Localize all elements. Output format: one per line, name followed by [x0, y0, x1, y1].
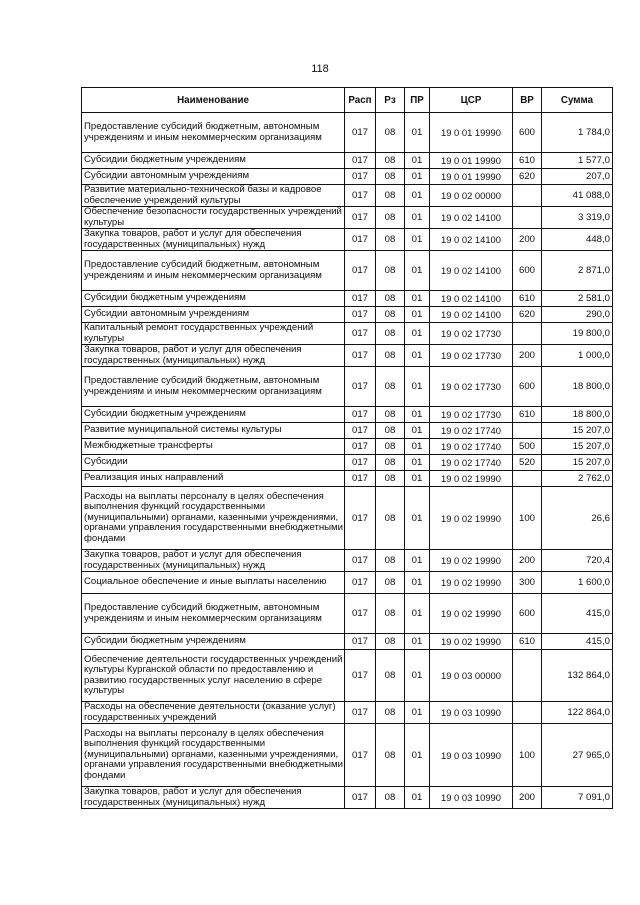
cell-sum: 15 207,0: [542, 439, 613, 455]
cell-vr: [513, 650, 542, 702]
cell-rasp: 017: [345, 169, 376, 185]
cell-name: Субсидии: [82, 455, 345, 471]
cell-rz: 08: [376, 439, 405, 455]
cell-rasp: 017: [345, 594, 376, 634]
table-row: [82, 594, 613, 634]
cell-name: Субсидии бюджетным учреждениям: [82, 153, 345, 169]
cell-sum: 15 207,0: [542, 455, 613, 471]
cell-rasp: 017: [345, 471, 376, 487]
cell-sum: 448,0: [542, 229, 613, 251]
cell-vr: 600: [513, 594, 542, 634]
cell-rz: 08: [376, 594, 405, 634]
cell-sum: 18 800,0: [542, 407, 613, 423]
cell-pr: 01: [405, 169, 430, 185]
cell-name: Предоставление субсидий бюджетным, автономным учреждениям и иным некоммерческим организациям: [82, 113, 345, 153]
table-row: [82, 550, 613, 572]
cell-pr: 01: [405, 634, 430, 650]
cell-csr: 19 0 02 19990: [430, 471, 513, 487]
cell-rz: 08: [376, 307, 405, 323]
cell-sum: 415,0: [542, 594, 613, 634]
cell-sum: 7 091,0: [542, 787, 613, 809]
page-number: 118: [311, 63, 329, 75]
cell-rz: 08: [376, 572, 405, 594]
cell-vr: 500: [513, 439, 542, 455]
cell-rasp: 017: [345, 550, 376, 572]
cell-pr: 01: [405, 787, 430, 809]
cell-rasp: 017: [345, 455, 376, 471]
table-row: [82, 251, 613, 291]
cell-vr: [513, 323, 542, 345]
cell-csr: 19 0 02 14100: [430, 307, 513, 323]
cell-rasp: 017: [345, 407, 376, 423]
table-row: [82, 471, 613, 487]
cell-sum: 720,4: [542, 550, 613, 572]
cell-sum: 207,0: [542, 169, 613, 185]
cell-name: Развитие муниципальной системы культуры: [82, 423, 345, 439]
table-row: [82, 423, 613, 439]
header-rz: Рз: [376, 88, 405, 113]
cell-vr: 200: [513, 229, 542, 251]
cell-pr: 01: [405, 345, 430, 367]
table-row: [82, 724, 613, 787]
cell-csr: 19 0 01 19990: [430, 113, 513, 153]
cell-name: Реализация иных направлений: [82, 471, 345, 487]
cell-sum: 415,0: [542, 634, 613, 650]
table-row: [82, 307, 613, 323]
cell-pr: 01: [405, 594, 430, 634]
cell-rasp: 017: [345, 572, 376, 594]
cell-name: Закупка товаров, работ и услуг для обеспечения государственных (муниципальных) нужд: [82, 345, 345, 367]
cell-rz: 08: [376, 724, 405, 787]
cell-csr: 19 0 01 19990: [430, 169, 513, 185]
cell-rz: 08: [376, 550, 405, 572]
cell-name: Обеспечение деятельности государственных учреждений культуры Курганской области по предоставлению и развитию государственных услуг населению в сфере культуры: [82, 650, 345, 702]
cell-sum: 1 577,0: [542, 153, 613, 169]
cell-sum: 290,0: [542, 307, 613, 323]
cell-vr: 600: [513, 367, 542, 407]
cell-csr: 19 0 03 10990: [430, 702, 513, 724]
cell-pr: 01: [405, 724, 430, 787]
cell-csr: 19 0 02 14100: [430, 207, 513, 229]
cell-vr: 600: [513, 113, 542, 153]
cell-rz: 08: [376, 185, 405, 207]
cell-sum: 26,6: [542, 487, 613, 550]
cell-rasp: 017: [345, 229, 376, 251]
cell-rz: 08: [376, 455, 405, 471]
cell-name: Субсидии бюджетным учреждениям: [82, 407, 345, 423]
cell-rz: 08: [376, 153, 405, 169]
cell-csr: 19 0 02 19990: [430, 550, 513, 572]
cell-vr: 610: [513, 634, 542, 650]
cell-pr: 01: [405, 229, 430, 251]
table-row: [82, 169, 613, 185]
cell-pr: 01: [405, 207, 430, 229]
cell-vr: [513, 471, 542, 487]
cell-csr: 19 0 02 17730: [430, 345, 513, 367]
cell-csr: 19 0 02 17740: [430, 439, 513, 455]
header-name: Наименование: [82, 88, 345, 113]
cell-rasp: 017: [345, 650, 376, 702]
cell-pr: 01: [405, 550, 430, 572]
cell-rasp: 017: [345, 634, 376, 650]
cell-name: Субсидии автономным учреждениям: [82, 307, 345, 323]
table-row: [82, 323, 613, 345]
cell-rz: 08: [376, 471, 405, 487]
cell-sum: 122 864,0: [542, 702, 613, 724]
cell-rz: 08: [376, 323, 405, 345]
cell-vr: 200: [513, 345, 542, 367]
cell-vr: 200: [513, 787, 542, 809]
cell-rz: 08: [376, 423, 405, 439]
cell-name: Закупка товаров, работ и услуг для обеспечения государственных (муниципальных) нужд: [82, 229, 345, 251]
cell-sum: 1 000,0: [542, 345, 613, 367]
cell-name: Капитальный ремонт государственных учреждений культуры: [82, 323, 345, 345]
cell-sum: 3 319,0: [542, 207, 613, 229]
cell-name: Расходы на обеспечение деятельности (оказание услуг) государственных учреждений: [82, 702, 345, 724]
cell-csr: 19 0 02 14100: [430, 251, 513, 291]
cell-rz: 08: [376, 207, 405, 229]
cell-pr: 01: [405, 291, 430, 307]
cell-vr: 600: [513, 251, 542, 291]
header-vr: ВР: [513, 88, 542, 113]
cell-pr: 01: [405, 572, 430, 594]
cell-sum: 41 088,0: [542, 185, 613, 207]
cell-csr: 19 0 02 17740: [430, 455, 513, 471]
cell-rz: 08: [376, 291, 405, 307]
cell-pr: 01: [405, 323, 430, 345]
table-row: [82, 407, 613, 423]
header-pr: ПР: [405, 88, 430, 113]
cell-rasp: 017: [345, 307, 376, 323]
cell-name: Расходы на выплаты персоналу в целях обеспечения выполнения функций государственными (муниципальными) органами, казенными учреждениями, органами управления государственными внебюджетными фондами: [82, 724, 345, 787]
table-row: [82, 634, 613, 650]
cell-vr: 610: [513, 291, 542, 307]
table-row: [82, 787, 613, 809]
cell-rasp: 017: [345, 702, 376, 724]
cell-vr: 520: [513, 455, 542, 471]
table-row: [82, 702, 613, 724]
table-row: [82, 572, 613, 594]
cell-name: Предоставление субсидий бюджетным, автономным учреждениям и иным некоммерческим организациям: [82, 251, 345, 291]
cell-pr: 01: [405, 423, 430, 439]
cell-pr: 01: [405, 439, 430, 455]
table-row: [82, 650, 613, 702]
table-row: [82, 367, 613, 407]
cell-pr: 01: [405, 407, 430, 423]
cell-csr: 19 0 02 14100: [430, 229, 513, 251]
cell-csr: 19 0 03 10990: [430, 724, 513, 787]
cell-name: Обеспечение безопасности государственных учреждений культуры: [82, 207, 345, 229]
cell-sum: 15 207,0: [542, 423, 613, 439]
cell-sum: 27 965,0: [542, 724, 613, 787]
table-row: [82, 455, 613, 471]
cell-name: Развитие материально-технической базы и кадровое обеспечение учреждений культуры: [82, 185, 345, 207]
cell-rz: 08: [376, 113, 405, 153]
cell-rz: 08: [376, 634, 405, 650]
cell-sum: 132 864,0: [542, 650, 613, 702]
cell-name: Межбюджетные трансферты: [82, 439, 345, 455]
cell-rz: 08: [376, 487, 405, 550]
cell-name: Предоставление субсидий бюджетным, автономным учреждениям и иным некоммерческим организациям: [82, 594, 345, 634]
cell-rasp: 017: [345, 323, 376, 345]
cell-vr: 100: [513, 487, 542, 550]
cell-vr: 300: [513, 572, 542, 594]
cell-sum: 2 871,0: [542, 251, 613, 291]
cell-rasp: 017: [345, 207, 376, 229]
cell-rasp: 017: [345, 345, 376, 367]
cell-vr: [513, 207, 542, 229]
cell-csr: 19 0 02 19990: [430, 572, 513, 594]
cell-vr: 610: [513, 153, 542, 169]
table-row: [82, 113, 613, 153]
header-rasp: Расп: [345, 88, 376, 113]
cell-rz: 08: [376, 345, 405, 367]
cell-vr: 100: [513, 724, 542, 787]
cell-csr: 19 0 02 19990: [430, 594, 513, 634]
cell-name: Субсидии бюджетным учреждениям: [82, 634, 345, 650]
cell-csr: 19 0 02 19990: [430, 634, 513, 650]
cell-rz: 08: [376, 367, 405, 407]
cell-rasp: 017: [345, 439, 376, 455]
cell-csr: 19 0 02 17730: [430, 323, 513, 345]
cell-rz: 08: [376, 229, 405, 251]
cell-pr: 01: [405, 307, 430, 323]
cell-pr: 01: [405, 650, 430, 702]
cell-pr: 01: [405, 251, 430, 291]
cell-rasp: 017: [345, 291, 376, 307]
table-row: [82, 153, 613, 169]
cell-rz: 08: [376, 702, 405, 724]
cell-pr: 01: [405, 113, 430, 153]
cell-sum: 1 600,0: [542, 572, 613, 594]
budget-table: [81, 87, 613, 809]
table-row: [82, 439, 613, 455]
cell-sum: 2 762,0: [542, 471, 613, 487]
cell-csr: 19 0 02 17740: [430, 423, 513, 439]
cell-pr: 01: [405, 702, 430, 724]
cell-csr: 19 0 02 19990: [430, 487, 513, 550]
cell-pr: 01: [405, 367, 430, 407]
cell-csr: 19 0 02 17730: [430, 407, 513, 423]
cell-vr: 620: [513, 169, 542, 185]
table-row: [82, 345, 613, 367]
cell-rasp: 017: [345, 423, 376, 439]
cell-vr: [513, 185, 542, 207]
cell-rz: 08: [376, 407, 405, 423]
cell-csr: 19 0 03 00000: [430, 650, 513, 702]
cell-sum: 2 581,0: [542, 291, 613, 307]
cell-csr: 19 0 01 19990: [430, 153, 513, 169]
cell-rasp: 017: [345, 251, 376, 291]
cell-rasp: 017: [345, 724, 376, 787]
table-header-row: [82, 88, 613, 113]
cell-csr: 19 0 02 14100: [430, 291, 513, 307]
cell-pr: 01: [405, 153, 430, 169]
cell-vr: [513, 702, 542, 724]
cell-pr: 01: [405, 471, 430, 487]
cell-vr: [513, 423, 542, 439]
cell-vr: 200: [513, 550, 542, 572]
cell-sum: 18 800,0: [542, 367, 613, 407]
cell-rz: 08: [376, 650, 405, 702]
cell-csr: 19 0 02 00000: [430, 185, 513, 207]
cell-name: Субсидии автономным учреждениям: [82, 169, 345, 185]
header-sum: Сумма: [542, 88, 613, 113]
header-csr: ЦСР: [430, 88, 513, 113]
table-row: [82, 291, 613, 307]
cell-sum: 1 784,0: [542, 113, 613, 153]
cell-rasp: 017: [345, 367, 376, 407]
cell-rz: 08: [376, 251, 405, 291]
cell-name: Закупка товаров, работ и услуг для обеспечения государственных (муниципальных) нужд: [82, 550, 345, 572]
cell-vr: 610: [513, 407, 542, 423]
cell-name: Закупка товаров, работ и услуг для обеспечения государственных (муниципальных) нужд: [82, 787, 345, 809]
cell-name: Предоставление субсидий бюджетным, автономным учреждениям и иным некоммерческим организациям: [82, 367, 345, 407]
cell-csr: 19 0 02 17730: [430, 367, 513, 407]
cell-pr: 01: [405, 185, 430, 207]
cell-pr: 01: [405, 455, 430, 471]
cell-rz: 08: [376, 787, 405, 809]
cell-pr: 01: [405, 487, 430, 550]
cell-rz: 08: [376, 169, 405, 185]
cell-vr: 620: [513, 307, 542, 323]
cell-name: Субсидии бюджетным учреждениям: [82, 291, 345, 307]
table-row: [82, 185, 613, 207]
cell-csr: 19 0 03 10990: [430, 787, 513, 809]
cell-sum: 19 800,0: [542, 323, 613, 345]
cell-name: Социальное обеспечение и иные выплаты населению: [82, 572, 345, 594]
table-row: [82, 207, 613, 229]
cell-rasp: 017: [345, 185, 376, 207]
cell-rasp: 017: [345, 113, 376, 153]
cell-rasp: 017: [345, 787, 376, 809]
cell-rasp: 017: [345, 153, 376, 169]
table-row: [82, 229, 613, 251]
table-row: [82, 487, 613, 550]
cell-rasp: 017: [345, 487, 376, 550]
cell-name: Расходы на выплаты персоналу в целях обеспечения выполнения функций государственными (муниципальными) органами, казенными учреждениями, органами управления государственными внебюджетными фондами: [82, 487, 345, 550]
